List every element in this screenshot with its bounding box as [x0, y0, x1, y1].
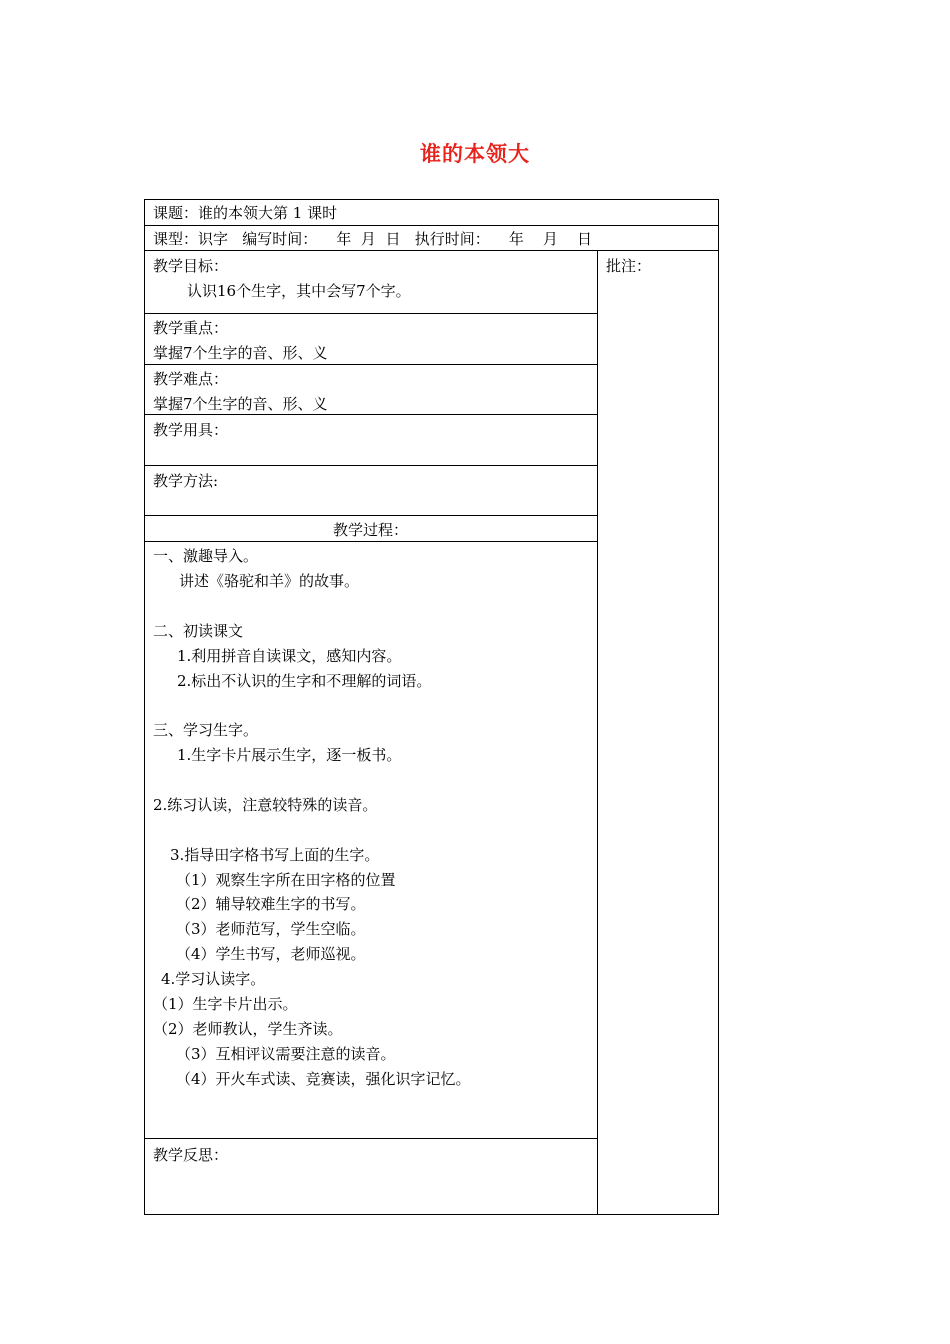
difficulty-label: 教学难点： [153, 370, 229, 388]
row-divider [144, 465, 597, 466]
row-divider [144, 414, 597, 415]
goal-text: 认识16个生字，其中会写7个字。 [187, 282, 411, 300]
row-divider [144, 515, 597, 516]
row-divider [144, 541, 597, 542]
row-divider [144, 250, 719, 251]
process-item: （4）开火车式读、竞赛读，强化识字记忆。 [176, 1070, 471, 1088]
type-row: 课型：识字 编写时间： 年 月 日 执行时间： 年 月 日 [153, 230, 592, 248]
document-title: 谁的本领大 [420, 142, 530, 166]
topic-row: 课题：谁的本领大第 1 课时 [153, 204, 338, 222]
tools-label: 教学用具： [153, 421, 229, 439]
process-item: 一、激趣导入。 [153, 547, 259, 565]
process-item: 2.练习认读，注意较特殊的读音。 [153, 796, 378, 814]
key-text: 掌握7个生字的音、形、义 [153, 344, 328, 362]
difficulty-text: 掌握7个生字的音、形、义 [153, 395, 328, 413]
process-item: 1.生字卡片展示生字，逐一板书。 [177, 746, 402, 764]
process-item: 讲述《骆驼和羊》的故事。 [179, 572, 360, 590]
process-label: 教学过程： [332, 521, 408, 539]
reflection-label: 教学反思： [153, 1146, 229, 1164]
process-item: （4）学生书写，老师巡视。 [176, 945, 366, 963]
process-item: 二、初读课文 [153, 622, 244, 640]
goal-label: 教学目标： [153, 257, 229, 275]
process-item: （1）观察生字所在田字格的位置 [176, 871, 396, 889]
process-item: （2）辅导较难生字的书写。 [176, 895, 366, 913]
row-divider [144, 1138, 597, 1139]
process-item: 1.利用拼音自读课文，感知内容。 [177, 647, 402, 665]
process-item: 3.指导田字格书写上面的生字。 [170, 846, 380, 864]
process-item: 4.学习认读字。 [161, 970, 266, 988]
process-item: （3）互相评议需要注意的读音。 [176, 1045, 396, 1063]
key-label: 教学重点： [153, 319, 229, 337]
row-divider [144, 364, 597, 365]
note-column-divider [597, 250, 598, 1215]
note-label: 批注： [606, 257, 652, 275]
process-item: 三、学习生字。 [153, 721, 259, 739]
process-item: （1）生字卡片出示。 [153, 995, 298, 1013]
process-item: （2）老师教认，学生齐读。 [153, 1020, 343, 1038]
row-divider [144, 225, 719, 226]
process-item: （3）老师范写，学生空临。 [176, 920, 366, 938]
process-item: 2.标出不认识的生字和不理解的词语。 [177, 672, 432, 690]
row-divider [144, 313, 597, 314]
method-label: 教学方法: [153, 472, 219, 490]
